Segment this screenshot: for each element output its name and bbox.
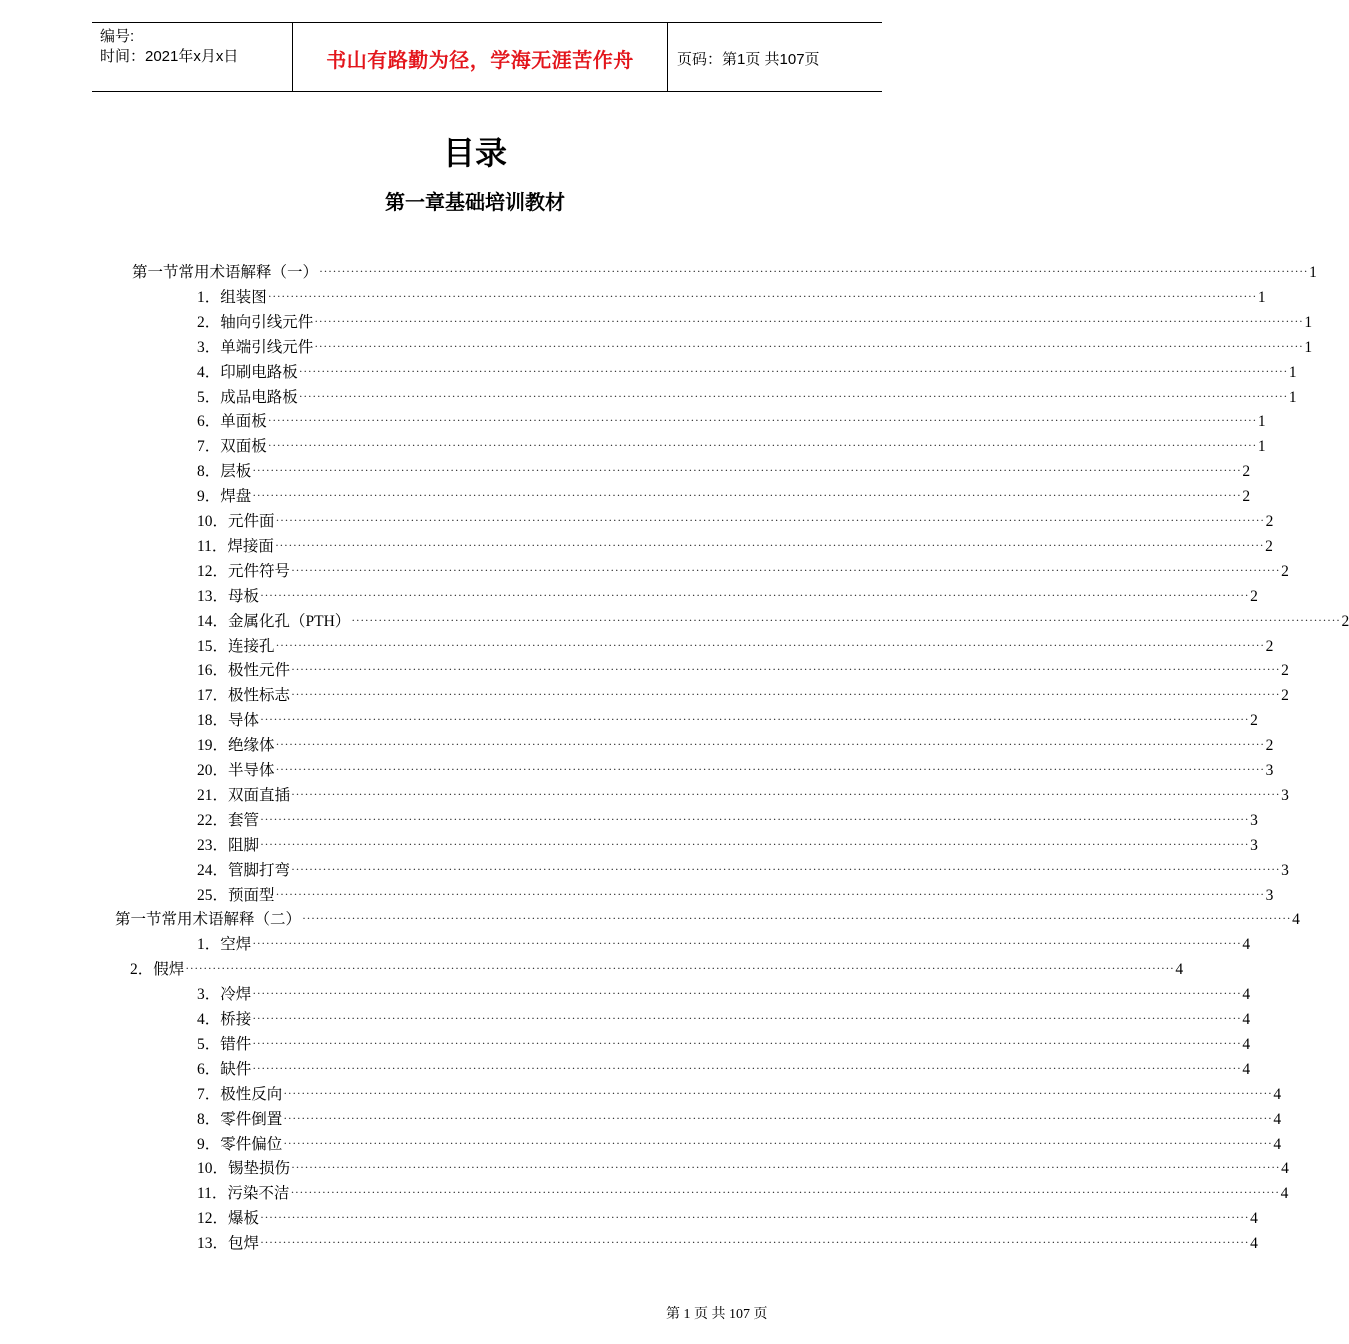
toc-leader-dots: ····························································································································································································································: [267, 288, 1257, 303]
toc-entry-label: 1．组装图: [197, 288, 267, 306]
toc-entry-page: 3: [1250, 811, 1258, 829]
toc-entry-label: 3．单端引线元件: [197, 338, 314, 356]
toc-entry[interactable]: [130, 955, 1184, 979]
toc-entry-page: 1: [1257, 413, 1266, 431]
motto-text: 书山有路勤为径，学海无涯苦作舟: [326, 48, 634, 72]
toc-entry[interactable]: [197, 980, 1251, 1004]
toc-entry-page: 3: [1265, 886, 1274, 904]
toc-entry[interactable]: [197, 358, 1297, 382]
toc-entry-page: 4: [1242, 986, 1251, 1004]
toc-entry-label: 17．极性标志: [197, 687, 291, 705]
toc-entry[interactable]: [197, 582, 1258, 606]
header-motto-cell: [292, 23, 668, 91]
toc-entry[interactable]: [197, 557, 1289, 581]
toc-entry-page: 2: [1265, 737, 1274, 755]
toc-leader-dots: ····························································································································································································································: [252, 463, 1242, 478]
toc-leader-dots: ····························································································································································································································: [319, 264, 1309, 278]
toc-entry-page: 4: [1242, 1060, 1251, 1078]
toc-entry-label: 7．双面板: [197, 438, 267, 456]
toc-entry[interactable]: [197, 532, 1273, 556]
toc-entry[interactable]: [197, 1030, 1251, 1054]
toc-entry-label: 4．桥接: [197, 1011, 252, 1028]
toc-entry[interactable]: [197, 482, 1251, 506]
toc-leader-dots: ····························································································································································································································: [351, 612, 1341, 627]
toc-entry[interactable]: [197, 706, 1258, 730]
toc-leader-dots: ····························································································································································································································: [260, 712, 1250, 727]
toc-entry-page: 4: [1280, 1185, 1289, 1203]
toc-entry-page: 2: [1281, 562, 1289, 580]
toc-entry-label: 16．极性元件: [197, 662, 291, 680]
toc-entry-page: 4: [1292, 911, 1300, 929]
toc-entry-page: 1: [1304, 338, 1313, 356]
toc-leader-dots: ····························································································································································································································: [260, 587, 1250, 602]
toc-entry-label: 12．元件符号: [197, 562, 291, 580]
toc-entry-page: 3: [1281, 861, 1289, 879]
toc-entry-page: 2: [1250, 712, 1258, 730]
toc-entry[interactable]: [132, 258, 1317, 282]
toc-entry[interactable]: [197, 507, 1274, 531]
toc-entry-label: 20．半导体: [197, 762, 275, 779]
toc-entry-label: 15．连接孔: [197, 637, 275, 655]
toc-entry[interactable]: [115, 905, 1300, 929]
toc-entry[interactable]: [197, 607, 1349, 631]
toc-leader-dots: ····························································································································································································································: [252, 1011, 1242, 1025]
toc-leader-dots: ····························································································································································································································: [260, 1235, 1250, 1250]
toc-entry-page: 2: [1265, 513, 1274, 530]
toc-entry-page: 2: [1281, 687, 1289, 705]
toc-leader-dots: ····························································································································································································································: [298, 388, 1288, 403]
chapter-title: 第一章基础培训教材: [385, 190, 565, 214]
toc-leader-dots: ····························································································································································································································: [252, 1060, 1242, 1075]
toc-entry[interactable]: [197, 632, 1274, 656]
toc-entry-page: 2: [1341, 612, 1349, 630]
toc-entry-page: 4: [1273, 1110, 1282, 1128]
toc-entry-label: 11．焊接面: [197, 537, 274, 555]
toc-entry-label: 13．包焊: [197, 1235, 260, 1253]
toc-entry-page: 3: [1281, 786, 1289, 804]
toc-leader-dots: ····························································································································································································································: [298, 363, 1288, 378]
toc-entry-label: 13．母板: [197, 587, 260, 605]
toc-entry-label: 14．金属化孔（PTH）: [197, 612, 351, 630]
toc-leader-dots: ····························································································································································································································: [314, 338, 1304, 353]
toc-leader-dots: ····························································································································································································································: [252, 1035, 1242, 1050]
toc-leader-dots: ····························································································································································································································: [260, 836, 1250, 851]
toc-leader-dots: ····························································································································································································································: [267, 438, 1257, 453]
toc-entry[interactable]: [197, 781, 1289, 805]
toc-leader-dots: ····························································································································································································································: [260, 1210, 1250, 1225]
toc-entry[interactable]: [197, 831, 1258, 855]
toc-entry[interactable]: [197, 731, 1274, 755]
toc-entry-label: 第一节常用术语解释（二）: [115, 911, 302, 929]
header-meta: [98, 23, 292, 91]
toc-entry-label: 1．空焊: [197, 936, 252, 954]
toc-entry-page: 1: [1309, 264, 1317, 281]
toc-entry-page: 2: [1281, 662, 1289, 680]
toc-entry[interactable]: [197, 308, 1313, 332]
toc-entry-page: 4: [1273, 1085, 1282, 1103]
toc-entry-page: 1: [1304, 313, 1313, 331]
toc-leader-dots: ····························································································································································································································: [275, 762, 1265, 776]
toc-leader-dots: ····························································································································································································································: [291, 786, 1281, 801]
toc-entry[interactable]: [197, 1229, 1258, 1253]
toc-leader-dots: ····························································································································································································································: [314, 313, 1304, 328]
toc-entry-page: 4: [1242, 1035, 1251, 1053]
toc-entry-page: 4: [1175, 961, 1184, 979]
toc-leader-dots: ····························································································································································································································: [275, 886, 1265, 901]
toc-leader-dots: ····························································································································································································································: [275, 737, 1265, 752]
toc-entry-label: 25．预面型: [197, 886, 275, 904]
toc-leader-dots: ····························································································································································································································: [267, 413, 1257, 428]
toc-entry-page: 4: [1242, 936, 1251, 954]
toc-entry-page: 1: [1257, 288, 1266, 306]
toc-entry[interactable]: [197, 806, 1258, 830]
toc-entry[interactable]: [197, 283, 1266, 307]
toc-entry-page: 4: [1281, 1160, 1289, 1178]
toc-entry-page: 4: [1250, 1210, 1258, 1228]
toc-leader-dots: ····························································································································································································································: [283, 1085, 1273, 1100]
toc-entry-label: 3．冷焊: [197, 986, 252, 1004]
toc-entry-page: 4: [1242, 1011, 1251, 1028]
toc-entry-label: 8．零件倒置: [197, 1110, 283, 1128]
toc-leader-dots: ····························································································································································································································: [185, 961, 1175, 976]
toc-entry[interactable]: [197, 656, 1289, 680]
toc-entry-label: 6．单面板: [197, 413, 267, 431]
toc-leader-dots: ····························································································································································································································: [291, 1160, 1281, 1175]
toc-entry[interactable]: [197, 1204, 1258, 1228]
page-code: 页码：第1页 共107页: [677, 51, 820, 68]
toc-entry-page: 2: [1265, 537, 1273, 555]
toc-entry[interactable]: [197, 1154, 1289, 1178]
toc-entry[interactable]: [197, 856, 1289, 880]
toc-entry[interactable]: [197, 1005, 1251, 1029]
header-page-cell: [667, 23, 882, 91]
toc-entry-page: 1: [1288, 388, 1297, 406]
toc-leader-dots: ····························································································································································································································: [252, 986, 1242, 1001]
toc-entry-label: 4．印刷电路板: [197, 363, 298, 381]
toc-entry[interactable]: [197, 432, 1266, 456]
toc-leader-dots: ····························································································································································································································: [302, 911, 1292, 926]
toc-leader-dots: ····························································································································································································································: [260, 811, 1250, 826]
toc-entry-label: 2．轴向引线元件: [197, 313, 314, 331]
toc-entry-label: 12．爆板: [197, 1210, 260, 1228]
toc-entry[interactable]: [197, 1130, 1282, 1154]
toc-entry-label: 21．双面直插: [197, 786, 291, 804]
toc-entry-label: 9．零件偏位: [197, 1135, 283, 1153]
toc-leader-dots: ····························································································································································································································: [252, 488, 1242, 503]
number-label: 编号:: [100, 28, 135, 45]
page-header: [92, 22, 882, 92]
page-footer: 第 1 页 共 107 页: [666, 1307, 768, 1322]
toc-entry-page: 4: [1250, 1235, 1258, 1253]
toc-leader-dots: ····························································································································································································································: [291, 687, 1281, 702]
toc-entry-page: 3: [1265, 762, 1274, 779]
toc-entry-label: 18．导体: [197, 712, 260, 730]
toc-leader-dots: ····························································································································································································································: [275, 513, 1265, 527]
toc-leader-dots: ····························································································································································································································: [291, 861, 1281, 876]
toc-entry[interactable]: [197, 333, 1313, 357]
toc-entry-page: 1: [1257, 438, 1266, 456]
toc-entry-label: 24．管脚打弯: [197, 861, 291, 879]
toc-entry-label: 2．假焊: [130, 961, 185, 979]
toc-entry-label: 11．污染不洁: [197, 1185, 290, 1203]
toc-entry-page: 2: [1265, 637, 1274, 655]
toc-entry[interactable]: [197, 930, 1251, 954]
toc-entry-label: 19．绝缘体: [197, 737, 275, 755]
toc-entry-page: 2: [1242, 463, 1251, 481]
toc-entry-label: 10．锡垫损伤: [197, 1160, 291, 1178]
toc-entry-page: 2: [1242, 488, 1251, 506]
toc-leader-dots: ····························································································································································································································: [283, 1135, 1273, 1150]
toc-entry-label: 22．套管: [197, 811, 260, 829]
toc-entry-page: 3: [1250, 836, 1258, 854]
toc-entry-page: 1: [1288, 363, 1297, 381]
toc-leader-dots: ····························································································································································································································: [275, 637, 1265, 652]
toc-entry[interactable]: [197, 1080, 1282, 1104]
toc-entry-label: 5．成品电路板: [197, 388, 298, 406]
toc-entry[interactable]: [197, 407, 1266, 431]
toc-entry-page: 2: [1250, 587, 1258, 605]
toc-entry-label: 8．层板: [197, 463, 252, 481]
toc-leader-dots: ····························································································································································································································: [283, 1110, 1273, 1125]
time-label: 时间：2021年x月x日: [100, 48, 239, 65]
toc-entry[interactable]: [197, 681, 1289, 705]
toc-entry-label: 5．错件: [197, 1035, 252, 1053]
toc-entry[interactable]: [197, 1105, 1282, 1129]
toc-entry-label: 7．极性反向: [197, 1085, 283, 1103]
toc-leader-dots: ····························································································································································································································: [252, 936, 1242, 951]
toc-entry-label: 6．缺件: [197, 1060, 252, 1078]
toc-entry[interactable]: [197, 457, 1251, 481]
toc-leader-dots: ····························································································································································································································: [290, 1185, 1280, 1200]
toc-leader-dots: ····························································································································································································································: [291, 662, 1281, 677]
toc-entry-label: 第一节常用术语解释（一）: [132, 264, 319, 281]
toc-leader-dots: ····························································································································································································································: [274, 537, 1265, 552]
toc-entry-label: 10．元件面: [197, 513, 275, 530]
toc-entry-label: 9．焊盘: [197, 488, 252, 506]
toc-entry[interactable]: [197, 1055, 1251, 1079]
page-title: 目录: [442, 134, 507, 172]
toc-entry-label: 23．阻脚: [197, 836, 260, 854]
toc-entry[interactable]: [197, 383, 1297, 407]
toc-entry[interactable]: [197, 881, 1274, 905]
toc-leader-dots: ····························································································································································································································: [291, 562, 1281, 577]
toc-entry[interactable]: [197, 1179, 1289, 1203]
toc-entry-page: 4: [1273, 1135, 1282, 1153]
toc-entry[interactable]: [197, 756, 1274, 780]
